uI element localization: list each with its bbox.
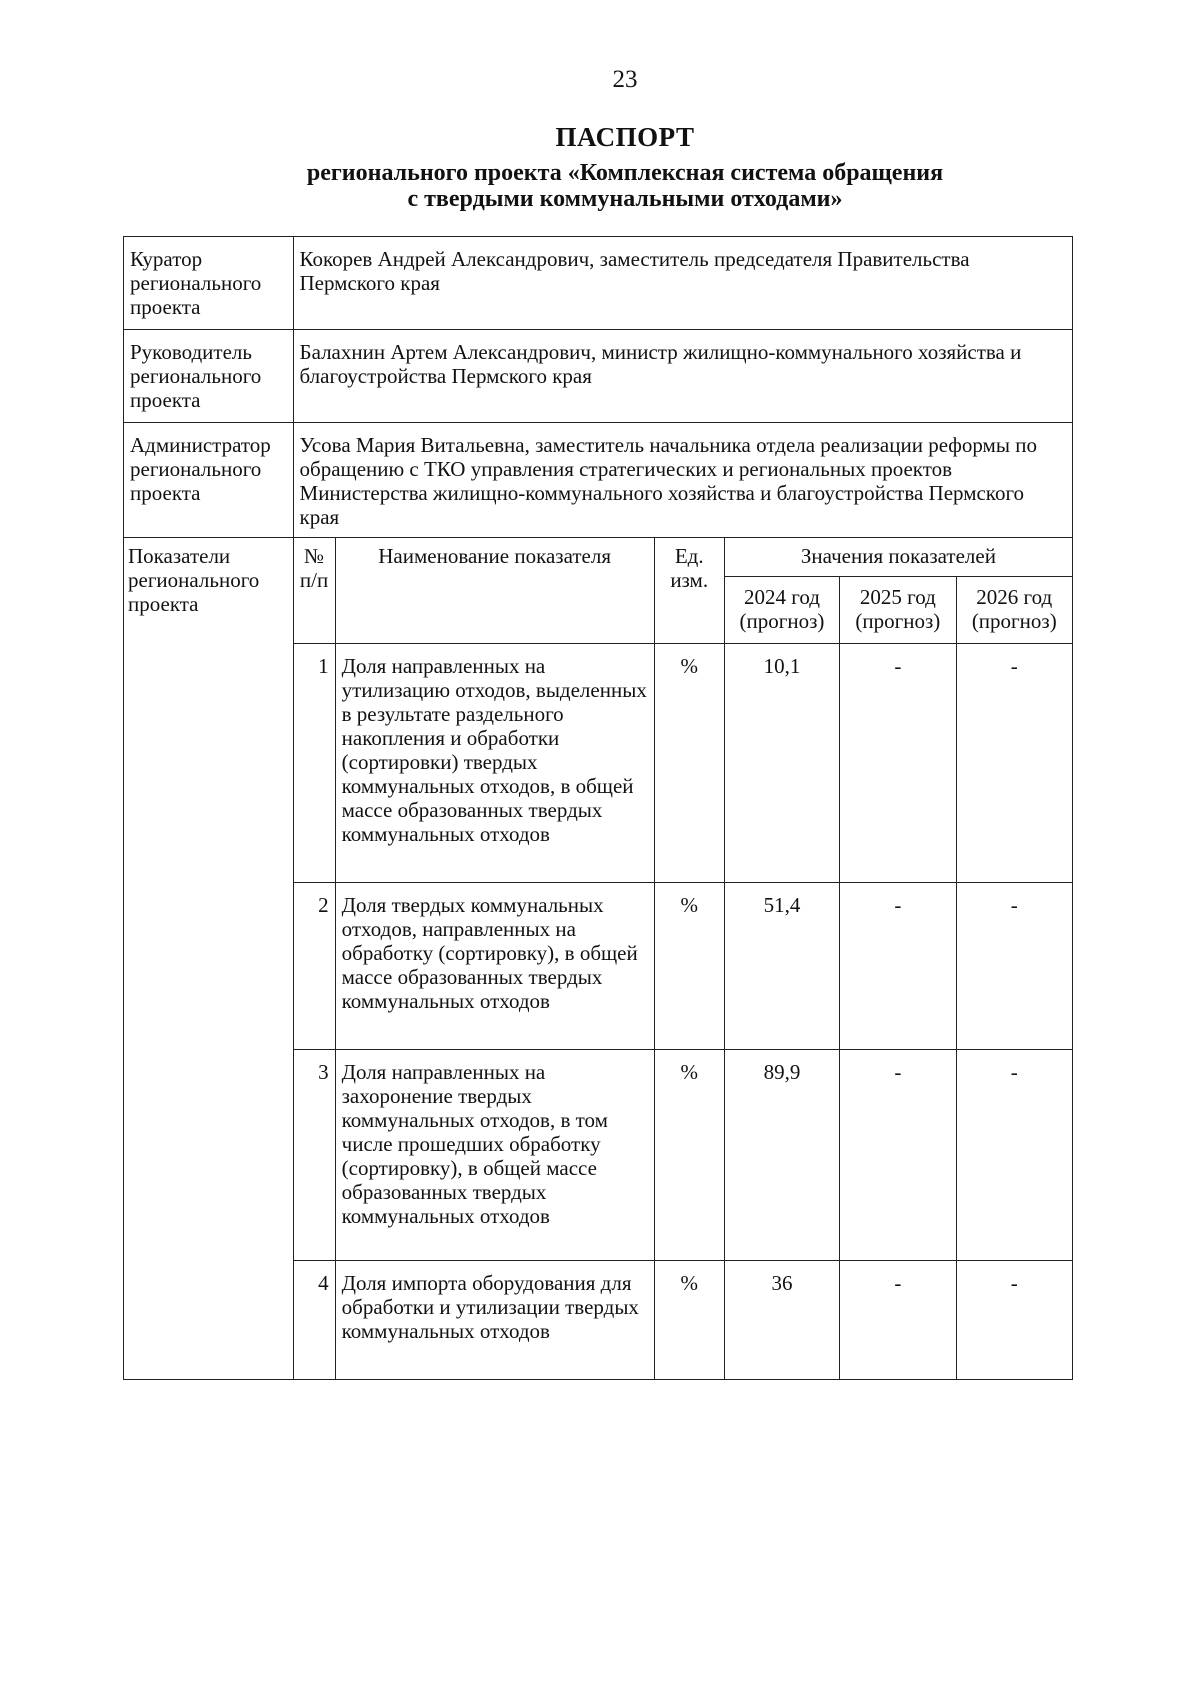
indicator-value-2025: -: [840, 644, 956, 883]
indicator-num: 4: [293, 1261, 335, 1380]
header-values-group: Значения показателей: [724, 538, 1072, 577]
indicator-unit: %: [654, 883, 724, 1050]
administrator-row: [124, 423, 1073, 538]
indicator-value-2024: 89,9: [724, 1050, 839, 1261]
header-num: № п/п: [293, 538, 335, 644]
indicator-value-2025: -: [840, 883, 956, 1050]
indicator-value-2025: -: [840, 1050, 956, 1261]
indicator-num: 2: [293, 883, 335, 1050]
indicator-value-2026: -: [956, 883, 1073, 1050]
indicator-unit: %: [654, 644, 724, 883]
indicator-name: Доля направленных на захоронение твердых коммунальных отходов, в том числе прошедших обработку (сортировку), в общей массе образованных твердых коммунальных отходов: [335, 1050, 654, 1261]
indicators-header-row-1: [124, 538, 1073, 577]
head-label: Руководитель регионального проекта: [124, 330, 294, 423]
header-year-2024: 2024 год (прогноз): [724, 577, 839, 644]
indicator-unit: %: [654, 1261, 724, 1380]
passport-table: [123, 236, 1073, 1380]
document-subtitle: [0, 160, 1200, 212]
indicator-value-2026: -: [956, 644, 1073, 883]
indicators-section-label: Показатели регионального проекта: [124, 538, 294, 1380]
header-year-2026: 2026 год (прогноз): [956, 577, 1073, 644]
indicator-value-2024: 10,1: [724, 644, 839, 883]
header-unit: Ед. изм.: [654, 538, 724, 644]
administrator-label: Администратор регионального проекта: [124, 423, 294, 538]
curator-row: [124, 237, 1073, 330]
header-year-2025: 2025 год (прогноз): [840, 577, 956, 644]
indicator-value-2024: 36: [724, 1261, 839, 1380]
page-number: 23: [612, 66, 638, 93]
head-row: [124, 330, 1073, 423]
curator-label: Куратор регионального проекта: [124, 237, 294, 330]
curator-value: Кокорев Андрей Александрович, заместитель председателя Правительства Пермского края: [293, 237, 1072, 330]
indicator-num: 1: [293, 644, 335, 883]
document-title: ПАСПОРТ: [555, 122, 695, 152]
head-value: Балахнин Артем Александрович, министр жилищно-коммунального хозяйства и благоустройства Пермского края: [293, 330, 1072, 423]
subtitle-line-2: с твердыми коммунальными отходами»: [407, 186, 843, 212]
indicator-unit: %: [654, 1050, 724, 1261]
indicator-value-2024: 51,4: [724, 883, 839, 1050]
administrator-value: Усова Мария Витальевна, заместитель начальника отдела реализации реформы по обращению с ТКО управления стратегических и региональных проектов Министерства жилищно-коммунального хозяйства и благоустройства Пермского края: [293, 423, 1072, 538]
indicator-value-2026: -: [956, 1261, 1073, 1380]
indicator-num: 3: [293, 1050, 335, 1261]
indicator-name: Доля импорта оборудования для обработки и утилизации твердых коммунальных отходов: [335, 1261, 654, 1380]
subtitle-line-1: регионального проекта «Комплексная система обращения: [306, 160, 944, 186]
indicator-name: Доля твердых коммунальных отходов, направленных на обработку (сортировку), в общей массе образованных твердых коммунальных отходов: [335, 883, 654, 1050]
indicator-value-2026: -: [956, 1050, 1073, 1261]
indicator-name: Доля направленных на утилизацию отходов, выделенных в результате раздельного накопления и обработки (сортировки) твердых коммунальных отходов, в общей массе образованных твердых коммунальных отходов: [335, 644, 654, 883]
header-name: Наименование показателя: [335, 538, 654, 644]
indicator-value-2025: -: [840, 1261, 956, 1380]
